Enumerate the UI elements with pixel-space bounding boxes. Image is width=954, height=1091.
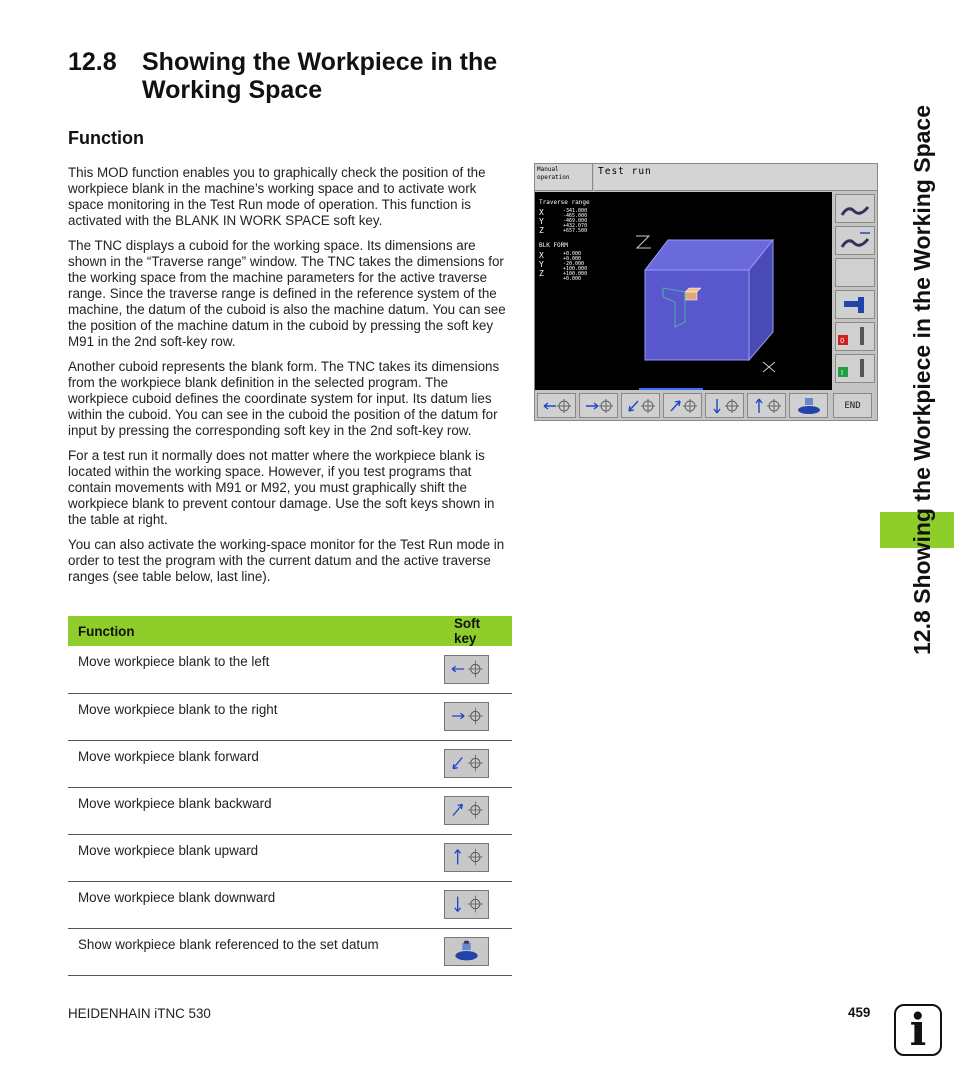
blk-value: -20.000 <box>563 261 585 267</box>
blk-value: +0.000 <box>563 251 582 257</box>
table-row <box>68 881 512 928</box>
arrow-forward-datum-icon <box>624 396 658 416</box>
switch-off-icon <box>836 323 874 350</box>
row-function: Move workpiece blank to the right <box>68 693 432 740</box>
blk-label: BLK FORM <box>539 242 568 249</box>
softkey-cell <box>432 740 512 787</box>
softkey-end[interactable] <box>833 393 872 418</box>
body-text <box>68 165 512 594</box>
section-number: 12.8 <box>68 48 117 76</box>
arrow-up-datum-icon <box>750 396 784 416</box>
mode-title: Test run <box>594 164 877 191</box>
svg-text:I: I <box>841 369 844 377</box>
subheading: Function <box>68 128 144 148</box>
axis-z: Z <box>539 226 544 235</box>
traverse-value: +657.500 <box>563 228 588 234</box>
table-row <box>68 740 512 787</box>
vertical-softkeys <box>833 192 877 390</box>
table-row <box>68 693 512 740</box>
workpiece-blank <box>685 292 697 300</box>
softkey-table <box>68 616 512 976</box>
arrow-backward-datum-icon <box>444 796 489 825</box>
section-title <box>68 48 562 104</box>
arrow-left-datum-icon <box>540 396 574 416</box>
blank-datum-icon <box>792 396 826 416</box>
blk-value: +0.000 <box>563 276 582 282</box>
row-function: Show workpiece blank referenced to the set datum <box>68 928 432 975</box>
paragraph: For a test run it normally does not matter where the workpiece blank is located within the working space. However, if you test programs that contain movements with M91 or M92, you must graphically shift the workpiece blank to prevent contour damage. Use the soft keys shown in the table at right. <box>68 448 495 527</box>
axis-x: X <box>539 251 544 260</box>
vertical-softkey[interactable] <box>835 194 875 223</box>
softkey-move-right[interactable] <box>579 393 618 418</box>
softkey-cell <box>432 646 512 693</box>
table-row <box>68 834 512 881</box>
arrow-forward-datum-icon <box>444 749 489 778</box>
arrow-down-datum-icon <box>708 396 742 416</box>
path-icon <box>836 227 874 254</box>
table-header-row <box>68 616 512 646</box>
softkey-move-backward[interactable] <box>663 393 702 418</box>
table-row <box>68 787 512 834</box>
end-label: END <box>844 400 861 411</box>
paragraph: The TNC displays a cuboid for the working space. Its dimensions are shown in the “Traverse range” window. The TNC takes the dimensions for the working space from the machine parameters for the active traverse range. Since the traverse range is defined in the reference system of the machine, the datum of the cuboid is also the machine datum. You can see the position of the machine datum in the cuboid by pressing the soft key M91 in the 2nd soft-key row. <box>68 238 506 349</box>
blk-value: +100.000 <box>563 266 588 272</box>
vertical-softkey[interactable] <box>835 322 875 351</box>
cuboid-front <box>645 270 749 360</box>
col-softkey: Soft key <box>432 616 512 646</box>
vertical-softkey[interactable] <box>835 290 875 319</box>
side-title-text: 12.8 Showing the Workpiece in the Working Space <box>909 105 935 655</box>
info-icon: i <box>894 1004 942 1056</box>
blk-value: +0.000 <box>563 256 582 262</box>
axis-y: Y <box>539 217 544 226</box>
blank-datum-icon <box>444 937 489 966</box>
side-chapter-title <box>909 35 935 655</box>
horizontal-softkeys <box>535 392 877 420</box>
page-number: 459 <box>848 1005 871 1020</box>
graphics-screen <box>535 192 832 390</box>
arrow-right-datum-icon <box>444 702 489 731</box>
workspace-graphic <box>535 192 832 390</box>
tnc-screenshot <box>534 163 878 421</box>
section-heading: Showing the Workpiece in the Working Space <box>142 48 498 104</box>
softkey-blank-datum[interactable] <box>789 393 828 418</box>
path-icon <box>836 195 874 222</box>
softkey-move-left[interactable] <box>537 393 576 418</box>
softkey-cell <box>432 928 512 975</box>
tap-icon <box>836 291 874 318</box>
row-function: Move workpiece blank forward <box>68 740 432 787</box>
paragraph: You can also activate the working-space monitor for the Test Run mode in order to test the program with the current datum and the active traverse ranges (see table below, last line). <box>68 537 505 584</box>
switch-on-icon <box>836 355 874 382</box>
arrow-right-datum-icon <box>582 396 616 416</box>
softkey-cell <box>432 787 512 834</box>
arrow-down-datum-icon <box>444 890 489 919</box>
traverse-label: Traverse range <box>539 199 590 206</box>
blk-value: +100.000 <box>563 271 588 277</box>
x-axis-marker <box>763 362 775 372</box>
traverse-value: -465.000 <box>563 213 588 219</box>
paragraph: This MOD function enables you to graphically check the position of the workpiece blank in the machine’s working space and to activate work space monitoring in the Test Run mode of operation. This function is activated with the BLANK IN WORK SPACE soft key. <box>68 165 486 228</box>
axis-x: X <box>539 208 544 217</box>
softkey-move-forward[interactable] <box>621 393 660 418</box>
table-row <box>68 646 512 693</box>
svg-text:0: 0 <box>840 337 845 345</box>
col-function: Function <box>68 616 432 646</box>
arrow-left-datum-icon <box>444 655 489 684</box>
mode-label: Manual operation <box>535 164 593 191</box>
softkey-cell <box>432 693 512 740</box>
z-axis-marker <box>636 236 651 248</box>
footer-product: HEIDENHAIN iTNC 530 <box>68 1006 211 1021</box>
row-function: Move workpiece blank to the left <box>68 646 432 693</box>
arrow-up-datum-icon <box>444 843 489 872</box>
vertical-softkey[interactable] <box>835 226 875 255</box>
row-function: Move workpiece blank upward <box>68 834 432 881</box>
softkey-move-up[interactable] <box>747 393 786 418</box>
traverse-value: +432.070 <box>563 223 588 229</box>
vertical-softkey[interactable] <box>835 354 875 383</box>
arrow-backward-datum-icon <box>666 396 700 416</box>
axis-z: Z <box>539 269 544 278</box>
paragraph: Another cuboid represents the blank form. The TNC takes its dimensions from the workpiece blank definition in the selected program. The workpiece cuboid defines the coordinate system for input. Its datum lies within the cuboid. You can see in the cuboid the position of the datum for input by pressing the corresponding soft key in the 2nd soft-key row. <box>68 359 500 438</box>
softkey-cell <box>432 834 512 881</box>
softkey-cell <box>432 881 512 928</box>
traverse-value: -469.000 <box>563 218 588 224</box>
softkey-move-down[interactable] <box>705 393 744 418</box>
row-function: Move workpiece blank downward <box>68 881 432 928</box>
table-row <box>68 928 512 975</box>
vertical-softkey[interactable] <box>835 258 875 287</box>
row-function: Move workpiece blank backward <box>68 787 432 834</box>
traverse-value: -341.000 <box>563 208 588 214</box>
axis-y: Y <box>539 260 544 269</box>
